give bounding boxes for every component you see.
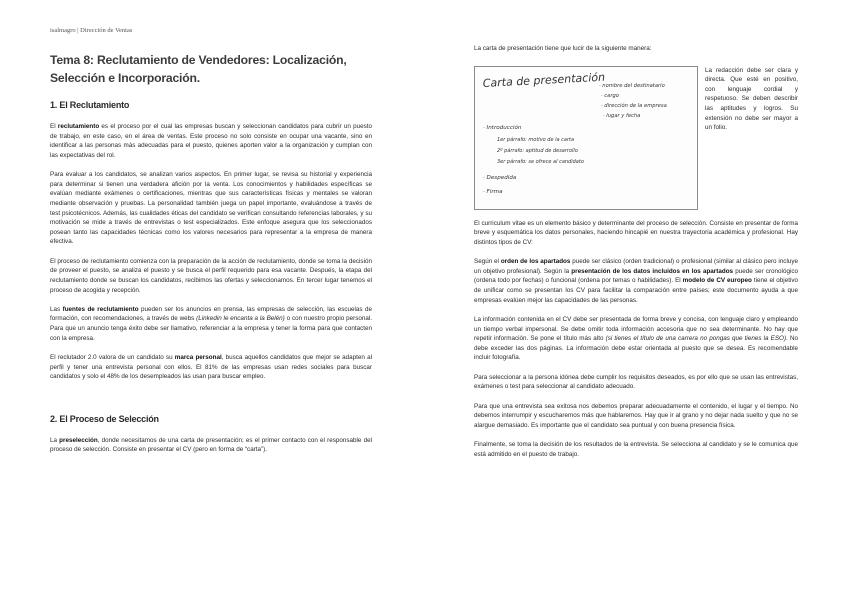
interview-paragraph: Para que una entrevista sea exitosa nos debemos preparar adecuadamente el contenido, el lugar y el tiempo. No debemos interrumpir y escucharemos más que hablaremos. Hay que ir al grano y no dejar nada suelto y que no se alargue demasiado. Es importante que el candidato sea puntual y con buena presencia física.	[474, 402, 798, 429]
handwritten-cover-letter-image	[474, 66, 698, 210]
cover-letter-figure-row	[474, 66, 798, 210]
cover-letter-guidelines: La redacción debe ser clara y directa. Que esté en positivo, con lenguaje cordial y respetuoso. Se deben describir las aptitudes y logros. Su extensión no debe ser mayor a un folio.	[705, 66, 798, 132]
handwriting-title: Carta de presentación	[482, 70, 606, 90]
section1-paragraph: El reclutamiento es el proceso por el cual las empresas buscan y seleccionan candidatos para cubrir un puesto de trabajo, en este caso, en el área de ventas. Este proceso no solo consiste en ocupar una vacante, sino en identificar a las personas más adecuadas para el puesto, quienes aporten valor a la organización y cumplan con las expectativas del rol.	[50, 123, 372, 159]
section2-heading: 2. El Proceso de Selección	[50, 413, 159, 424]
handwriting-right-item: · dirección de la empresa	[601, 102, 667, 109]
cv-paragraph: El curriculum vitae es un elemento básico y determinante del proceso de selección. Consiste en presentar de forma breve y esquemática los datos personales, haciendo hincapié en nuestra trayectoria académica y profesional. Hay distintos tipos de CV:	[474, 219, 798, 246]
document-title: Tema 8: Reclutamiento de Vendedores: Localización, Selección e Incorporación.	[50, 53, 347, 85]
section1-heading: 1. El Reclutamiento	[50, 100, 130, 110]
handwriting-right-item: · lugar y fecha	[603, 112, 641, 119]
section1-paragraph: Para evaluar a los candidatos, se analizan varios aspectos. En primer lugar, se revisa su historial y experiencia para determinar si tienen una verdadera afición por la venta. Los conocimientos y habilidades específicas se evalúan mediante exámenes o certificaciones, mientras que sus características físicas y mentales se valoran mediante observación y pruebas. La personalidad también juega un papel importante, evaluándose a través de test psicotécnicos. Además, las cualidades éticas del candidato se verifican consultando referencias laborales, y su motivación se mide a través de entrevistas o test especializados. Este enfoque asegura que los seleccionados posean tanto las capacidades técnicas como los valores necesarios para representar a la empresa de manera efectiva.	[50, 171, 372, 246]
handwriting-left-item: · Despedida	[483, 174, 517, 181]
handwriting-left-item: 1er párrafo: motivo de la carta	[497, 136, 575, 143]
handwriting-right-item: · nombre del destinatario	[599, 82, 665, 89]
handwriting-right-item: · cargo	[601, 92, 619, 99]
handwriting-left-item: · Introducción	[483, 124, 522, 131]
cv-paragraph: Según el orden de los apartados puede ser clásico (orden tradicional) o profesional (similar al clásico pero incluye un objetivo profesional). Según la presentación de los datos incluidos en los apartados puede ser cronológico (ordena todo por fechas) o funcional (ordena por temas o habilidades). El modelo de CV europeo tiene el objetivo de unificar como se presentan los CV para facilitar la comparación entre países; este documento ayuda a que empresas evalúen mejor las capacidades de las personas.	[474, 258, 799, 304]
section1-paragraph: El proceso de reclutamiento comienza con la preparación de la acción de reclutamiento, donde se toma la decisión de proveer el puesto, se analiza el puesto y se busca el perfil requerido para esa vacante. Después, la etapa del reclutamiento donde se buscan los candidatos, recibimos las ofertas y seleccionamos. En tercer lugar tenemos el proceso de acogida y recepción.	[50, 257, 372, 294]
section2-paragraph: La preselección, donde necesitamos de una carta de presentación; es el primer contacto con el responsable del proceso de selección. Consiste en presentar el CV (pero en forma de “carta”).	[50, 436, 372, 454]
page-header: isalmagro | Dirección de Ventas	[50, 27, 133, 34]
handwriting-left-item: 3er párrafo: se ofrece al candidato	[497, 158, 584, 165]
handwriting-left-item: · Firma	[483, 188, 503, 195]
left-column	[50, 52, 372, 465]
cv-paragraph: La información contenida en el CV debe ser presentada de forma breve y concisa, con lenguaje claro y empleando un tiempo verbal impersonal. Se debe omitir toda información accesoria que no sea determinante. No hay que repetir información. Se pone el título más alto (si tienes el título de una carrera no pongas que tienes la ESO). No debe exceder las dos páginas. La información debe estar orientada al puesto que se desea. Es recomendable incluir fotografía.	[474, 315, 799, 362]
section1-paragraph: Las fuentes de reclutamiento pueden ser los anuncios en prensa, las empresas de selección, las escuelas de formación, con recomendaciones, a través de webs (Linkedin le encanta a la Belén) o con nuestro propio personal. Para que un anuncio tenga éxito debe ser llamativo, referenciar a la empresa y tener la forma para que contacten con la empresa.	[50, 305, 373, 342]
cover-letter-intro: La carta de presentación tiene que lucir de la siguiente manera:	[474, 45, 652, 52]
selection-paragraph: Para seleccionar a la persona idónea debe cumplir los requisitos deseados, es por ello que se usan las entrevistas, exámenes o test para seleccionar al candidato adecuado.	[474, 373, 798, 391]
right-column	[474, 44, 798, 469]
handwriting-left-item: 2º párrafo: aptitud de desarrollo	[497, 147, 578, 154]
decision-paragraph: Finalmente, se toma la decisión de los resultados de la entrevista. Se selecciona al candidato y se le comunica que está admitido en el puesto de trabajo.	[474, 441, 798, 458]
section1-paragraph: El reclutador 2.0 valora de un candidato su marca personal, busca aquellos candidatos que mejor se adapten al perfil y tener una entrevista personal con ellos. El 81% de las empresas usan redes sociales para buscar candidatos y solo el 48% de los desempleados las usan para buscar empleo.	[50, 354, 372, 381]
